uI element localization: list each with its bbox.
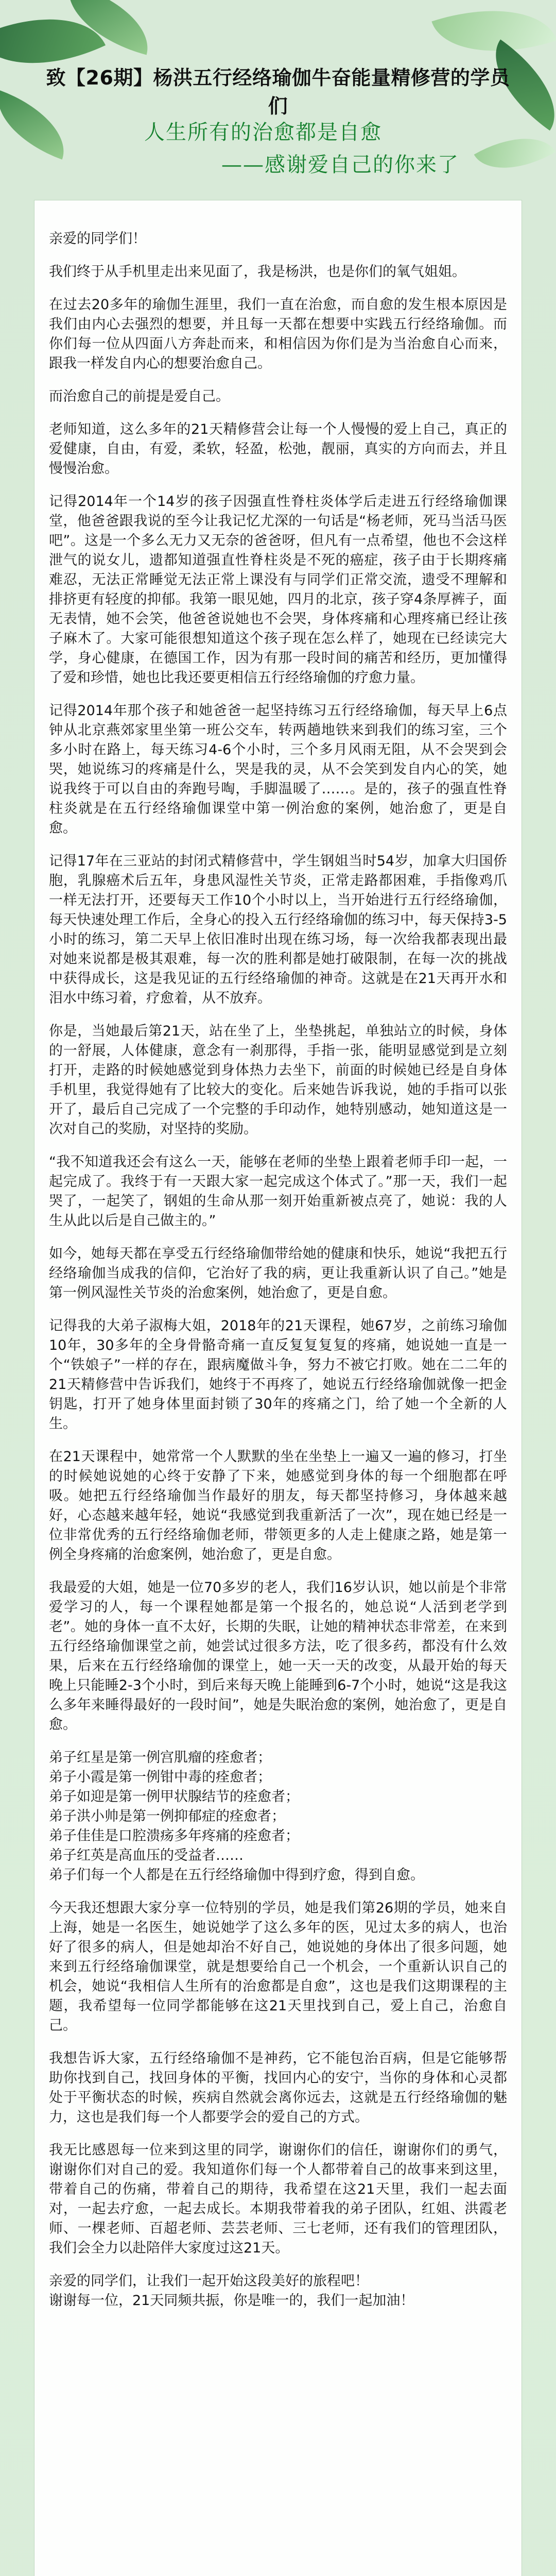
paragraph-9: 你是，当她最后第21天，站在坐了上，坐垫挑起，单独站立的时候，身体的一舒展，人体健康，意念有一刹那得，手指一张，能明显感觉到是立刻打开，走路的时候她感觉到身体热力去坐下，前面的时候她已经是自身体手机里，我觉得她有了比较大的变化。后来她告诉我说，她的手指可以张开了，最后自己完成了一个完整的手印动作，她特别感动，她知道这是一次对自己的奖励，对坚持的奖励。: [49, 1023, 507, 1137]
paragraph-4: 而治愈自己的前提是爱自己。: [49, 388, 230, 404]
paragraph-1: 亲爱的同学们！: [49, 231, 146, 247]
paragraph-5: 老师知道，这么多年的21天精修营会让每一个人慢慢的爱上自己，真正的爱健康，自由，有爱，柔软，轻盈，松弛，靓丽，真实的方向而去，并且慢慢治愈。: [49, 421, 507, 477]
paragraph-11: 如今，她每天都在享受五行经络瑜伽带给她的健康和快乐，她说“我把五行经络瑜伽当成我的信仰，它治好了我的病，更让我重新认识了自己。”她是第一例风湿性关节炎的治愈案例，她治愈了，更是自愈。: [49, 1246, 507, 1301]
paragraph-16: 今天我还想跟大家分享一位特别的学员，她是我们第26期的学员，她来自上海，她是一名医生，她说她学了这么多年的医，见过太多的病人，也治好了很多的病人，但是她却治不好自己，她说她的身体出了很多问题，她来到五行经络瑜伽课堂，就是想要给自己一个机会，一个重新认识自己的机会，她说“我相信人生所有的治愈都是自愈”，这也是我们这期课程的主题，我希望每一位同学都能够在这21天里找到自己，爱上自己，治愈自己。: [49, 1900, 507, 2033]
paragraph-6: 记得2014年一个14岁的孩子因强直性脊柱炎体学后走进五行经络瑜伽课堂，他爸爸跟我说的至今让我记忆尤深的一句话是“杨老师，死马当活马医吧”。这是一个多么无力又无奈的爸爸呀，但凡有一点希望，他也不会这样泄气的说女儿，遗都知道强直性脊柱炎是不死的癌症，孩子由于长期疼痛难忍，无法正常睡觉无法正常上课没有与同学们正常交流，遗受不理解和排挤更有轻度的抑郁。我第一眼见她，四月的北京，孩子穿4条厚裤子，面无表情，她不会笑，他爸爸说她也不会哭，身体疼痛和心理疼痛已经让孩子麻木了。大家可能很想知道这个孩子现在怎么样了，她现在已经读完大学，身心健康，在德国工作，因为有那一段时间的痛苦和经历，更加懂得了爱和珍惜，她也比我还要更相信五行经络瑜伽的疗愈力量。: [49, 494, 507, 686]
paragraph-15: 弟子红星是第一例宫肌瘤的痊愈者； 弟子小霞是第一例钳中毒的痊愈者； 弟子如迎是第一例甲状腺结节的痊愈者； 弟子洪小帅是第一例抑郁症的痊愈者； 弟子佳佳是口腔溃疡多年疼痛的痊愈者； 弟子红英是高血压的受益者…… 弟子们每一个人都是在五行经络瑜伽中得到疗愈，得到自愈。: [49, 1750, 424, 1883]
paragraph-3: 在过去20多年的瑜伽生涯里，我们一直在治愈，而自愈的发生根本原因是我们由内心去强烈的想要，并且每一天都在想要中实践五行经络瑜伽。而你们每一位从四面八方奔赴而来，和相信因为你们是为当治愈自心而来，跟我一样发自内心的想要治愈自己。: [49, 297, 507, 371]
subtitle-line-2: ——感谢爱自己的你来了: [221, 153, 459, 177]
paragraph-2: 我们终于从手机里走出来见面了，我是杨洪，也是你们的氧气姐姐。: [49, 264, 466, 280]
leaf-decoration-6: [474, 118, 556, 188]
letter-body: [49, 229, 507, 2324]
paragraph-18: 我无比感恩每一位来到这里的同学，谢谢你们的信任，谢谢你们的勇气，谢谢你们对自己的爱。我知道你们每一个人都带着自己的故事来到这里，带着自己的伤痛，带着自己的期待，我希望在这21天里，我们一起去面对，一起去疗愈，一起去成长。本期我带着我的弟子团队，红姐、洪霞老师、一棵老师、百超老师、芸芸老师、三七老师，还有我们的管理团队，我们会全力以赴陪伴大家度过这21天。: [49, 2142, 507, 2256]
paragraph-17: 我想告诉大家，五行经络瑜伽不是神药，它不能包治百病，但是它能够帮助你找到自己，找回身体的平衡，找回内心的安宁，当你的身体和心灵都处于平衡状态的时候，疾病自然就会离你远去，这就是五行经络瑜伽的魅力，这也是我们每一个人都要学会的爱自己的方式。: [49, 2050, 507, 2125]
paragraph-7: 记得2014年那个孩子和她爸爸一起坚持练习五行经络瑜伽，每天早上6点钟从北京燕郊家里坐第一班公交车，转两趟地铁来到我们的练习室，三个多小时在路上，每天练习4-6个小时，三个多月风雨无阻，从不会哭到会哭，她说练习的疼痛是什么，哭是我的灵，从不会笑到发自内心的笑，她说我终于可以自由的奔跑号啕，手脚温暖了……。是的，孩子的强直性脊柱炎就是在五行经络瑜伽课堂中第一例治愈的案例，她治愈了，更是自愈。: [49, 703, 507, 836]
paragraph-19: 亲爱的同学们，让我们一起开始这段美好的旅程吧！ 谢谢每一位，21天同频共振，你是唯一的，我们一起加油！: [49, 2273, 414, 2309]
paragraph-12: 记得我的大弟子淑梅大姐，2018年的21天课程，她67岁，之前练习瑜伽10年，30多年的全身骨骼奇痛一直反复复复复的疼痛，她说她一直是一个“铁娘子”一样的存在，跟病魔做斗争，努力不被它打败。她在二二年的21天精修营中告诉我们，她终于不再疼了，她说五行经络瑜伽就像一把金钥匙，打开了她身体里面封锁了30年的疼痛之门，给了她一个全新的人生。: [49, 1318, 507, 1432]
paragraph-8: 记得17年在三亚站的封闭式精修营中，学生钢姐当时54岁，加拿大归国侨胞，乳腺癌术后五年，身患风湿性关节炎，正常走路都困难，手指像鸡爪一样无法打开，还要每天工作10个小时以上，当开始进行五行经络瑜伽，每天快速处理工作后，全身心的投入五行经络瑜伽的练习中，每天保持3-5小时的练习，第二天早上依旧准时出现在练习场，每一次给我都表现出最对她来说都是极其艰难，每一次的胜利都是她打破限制，在每一次的挑战中获得成长，这是我见证的五行经络瑜伽的神奇。这就是在21天再开水和泪水中练习着，疗愈着，从不放弃。: [49, 853, 507, 1006]
paragraph-13: 在21天课程中，她常常一个人默默的坐在坐垫上一遍又一遍的修习，打坐的时候她说她的心终于安静了下来，她感觉到身体的每一个细胞都在呼吸。她把五行经络瑜伽当作最好的朋友，每天都坚持修习，身体越来越好，心态越来越年轻，她说“我感觉到我重新活了一次”，现在她已经是一位非常优秀的五行经络瑜伽老师，带领更多的人走上健康之路，她是第一例全身疼痛的治愈案例，她治愈了，更是自愈。: [49, 1449, 507, 1563]
subtitle-line-1: 人生所有的治愈都是自愈: [144, 121, 382, 144]
page-title: 致【26期】杨洪五行经络瑜伽牛奋能量精修营的学员们: [46, 66, 510, 117]
paragraph-14: 我最爱的大姐，她是一位70多岁的老人，我们16岁认识，她以前是个非常爱学习的人，每一个课程她都是第一个报名的，她总说“人活到老学到老”。她的身体一直不太好，长期的失眠，让她的精神状态非常差，在来到五行经络瑜伽课堂之前，她尝试过很多方法，吃了很多药，都没有什么效果，后来在五行经络瑜伽的课堂上，她一天一天的改变，从最开始的每天晚上只能睡2-3个小时，到后来每天晚上能睡到6-7个小时，她说“这是我这么多年来睡得最好的一段时间”，她是失眠治愈的案例，她治愈了，更是自愈。: [49, 1580, 507, 1733]
paragraph-10: “我不知道我还会有这么一天，能够在老师的坐垫上跟着老师手印一起，一起完成了。我终于有一天跟大家一起完成这个体式了。”那一天，我们一起哭了，一起笑了，钢姐的生命从那一刻开始重新被点亮了，她说：我的人生从此以后是自己做主的。”: [49, 1154, 507, 1229]
